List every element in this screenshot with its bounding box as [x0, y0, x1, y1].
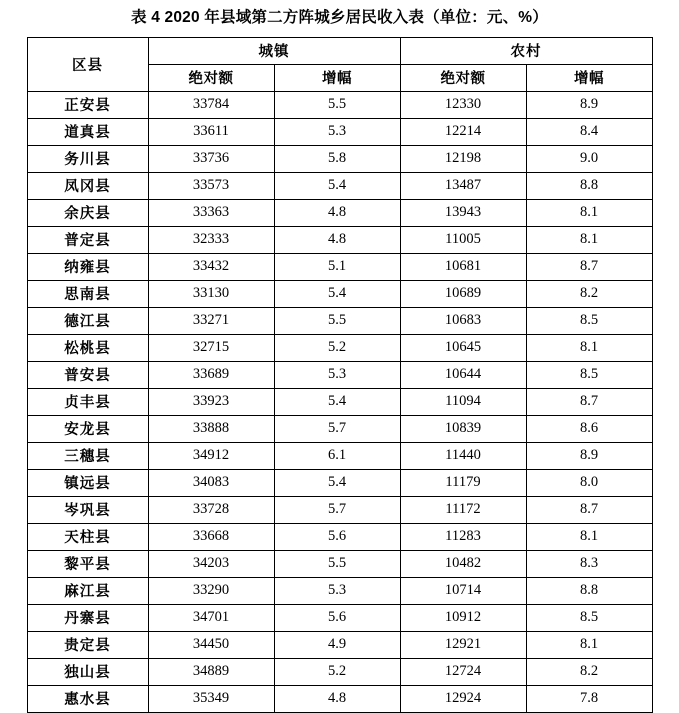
table-row: [27, 388, 652, 415]
cell-region: 贵定县: [27, 631, 148, 658]
column-header-region: 区县: [27, 37, 148, 91]
cell-rural-absolute: 10912: [400, 604, 526, 631]
income-table: [27, 37, 653, 713]
table-row: [27, 550, 652, 577]
cell-rural-absolute: 11005: [400, 226, 526, 253]
cell-urban-growth: 5.7: [274, 415, 400, 442]
cell-rural-absolute: 12921: [400, 631, 526, 658]
cell-urban-growth: 4.8: [274, 226, 400, 253]
cell-rural-absolute: 10681: [400, 253, 526, 280]
cell-rural-absolute: 10644: [400, 361, 526, 388]
cell-region: 松桃县: [27, 334, 148, 361]
cell-urban-absolute: 33573: [148, 172, 274, 199]
cell-rural-absolute: 11440: [400, 442, 526, 469]
cell-rural-growth: 8.6: [526, 415, 652, 442]
cell-urban-growth: 5.2: [274, 334, 400, 361]
cell-rural-growth: 8.1: [526, 631, 652, 658]
cell-rural-growth: 8.1: [526, 523, 652, 550]
cell-rural-growth: 7.8: [526, 685, 652, 712]
cell-urban-absolute: 33130: [148, 280, 274, 307]
column-group-rural: 农村: [400, 37, 652, 64]
cell-region: 黎平县: [27, 550, 148, 577]
cell-urban-absolute: 33736: [148, 145, 274, 172]
cell-region: 普安县: [27, 361, 148, 388]
cell-urban-absolute: 33728: [148, 496, 274, 523]
cell-rural-growth: 8.8: [526, 577, 652, 604]
table-row: [27, 361, 652, 388]
table-row: [27, 91, 652, 118]
cell-rural-absolute: 13943: [400, 199, 526, 226]
cell-urban-absolute: 33668: [148, 523, 274, 550]
cell-rural-growth: 8.7: [526, 388, 652, 415]
cell-region: 正安县: [27, 91, 148, 118]
cell-rural-growth: 8.4: [526, 118, 652, 145]
cell-urban-growth: 5.3: [274, 361, 400, 388]
table-row: [27, 253, 652, 280]
cell-urban-growth: 5.4: [274, 280, 400, 307]
table-row: [27, 226, 652, 253]
cell-rural-absolute: 12724: [400, 658, 526, 685]
cell-urban-absolute: 34450: [148, 631, 274, 658]
cell-region: 麻江县: [27, 577, 148, 604]
cell-rural-absolute: 11179: [400, 469, 526, 496]
cell-urban-absolute: 33363: [148, 199, 274, 226]
table-header-row-groups: [27, 37, 652, 64]
cell-urban-growth: 5.4: [274, 388, 400, 415]
cell-rural-absolute: 12198: [400, 145, 526, 172]
cell-rural-absolute: 10683: [400, 307, 526, 334]
cell-region: 惠水县: [27, 685, 148, 712]
cell-region: 德江县: [27, 307, 148, 334]
cell-rural-growth: 8.9: [526, 91, 652, 118]
cell-rural-absolute: 12924: [400, 685, 526, 712]
cell-urban-absolute: 33432: [148, 253, 274, 280]
cell-rural-growth: 8.3: [526, 550, 652, 577]
cell-urban-absolute: 34203: [148, 550, 274, 577]
page-title: 表 4 2020 年县域第二方阵城乡居民收入表（单位：元、%）: [130, 9, 548, 26]
cell-rural-growth: 8.7: [526, 496, 652, 523]
cell-rural-absolute: 10689: [400, 280, 526, 307]
cell-urban-absolute: 33784: [148, 91, 274, 118]
table-row: [27, 604, 652, 631]
cell-rural-growth: 8.5: [526, 604, 652, 631]
cell-rural-growth: 8.2: [526, 280, 652, 307]
table-row: [27, 199, 652, 226]
table-row: [27, 523, 652, 550]
cell-region: 丹寨县: [27, 604, 148, 631]
cell-region: 三穗县: [27, 442, 148, 469]
cell-region: 普定县: [27, 226, 148, 253]
cell-urban-growth: 5.5: [274, 550, 400, 577]
table-row: [27, 172, 652, 199]
table-row: [27, 631, 652, 658]
cell-rural-growth: 8.7: [526, 253, 652, 280]
cell-urban-growth: 5.2: [274, 658, 400, 685]
cell-urban-growth: 4.9: [274, 631, 400, 658]
column-header-urban-absolute: 绝对额: [148, 64, 274, 91]
column-header-rural-growth: 增幅: [526, 64, 652, 91]
cell-urban-growth: 5.8: [274, 145, 400, 172]
cell-rural-growth: 8.1: [526, 199, 652, 226]
table-row: [27, 415, 652, 442]
cell-region: 纳雍县: [27, 253, 148, 280]
cell-urban-absolute: 33611: [148, 118, 274, 145]
table-header: [27, 37, 652, 91]
cell-region: 贞丰县: [27, 388, 148, 415]
cell-region: 余庆县: [27, 199, 148, 226]
table-row: [27, 442, 652, 469]
table-row: [27, 118, 652, 145]
cell-urban-growth: 5.3: [274, 577, 400, 604]
table-row: [27, 658, 652, 685]
cell-urban-growth: 5.6: [274, 523, 400, 550]
cell-rural-absolute: 13487: [400, 172, 526, 199]
cell-urban-growth: 5.5: [274, 307, 400, 334]
cell-region: 镇远县: [27, 469, 148, 496]
cell-urban-growth: 5.4: [274, 172, 400, 199]
table-row: [27, 577, 652, 604]
cell-region: 务川县: [27, 145, 148, 172]
table-row: [27, 334, 652, 361]
table-row: [27, 496, 652, 523]
cell-urban-absolute: 34083: [148, 469, 274, 496]
cell-urban-absolute: 33290: [148, 577, 274, 604]
cell-urban-absolute: 32715: [148, 334, 274, 361]
cell-rural-growth: 8.2: [526, 658, 652, 685]
cell-urban-growth: 5.6: [274, 604, 400, 631]
cell-region: 岑巩县: [27, 496, 148, 523]
cell-rural-absolute: 10839: [400, 415, 526, 442]
cell-urban-growth: 5.4: [274, 469, 400, 496]
cell-rural-absolute: 11094: [400, 388, 526, 415]
table-row: [27, 145, 652, 172]
cell-urban-absolute: 34912: [148, 442, 274, 469]
cell-urban-absolute: 34889: [148, 658, 274, 685]
cell-rural-growth: 8.1: [526, 226, 652, 253]
cell-rural-growth: 8.0: [526, 469, 652, 496]
cell-urban-absolute: 33923: [148, 388, 274, 415]
cell-rural-absolute: 11172: [400, 496, 526, 523]
table-row: [27, 469, 652, 496]
cell-rural-absolute: 11283: [400, 523, 526, 550]
cell-urban-absolute: 32333: [148, 226, 274, 253]
cell-urban-absolute: 35349: [148, 685, 274, 712]
column-header-rural-absolute: 绝对额: [400, 64, 526, 91]
cell-rural-growth: 8.1: [526, 334, 652, 361]
table-row: [27, 280, 652, 307]
cell-region: 独山县: [27, 658, 148, 685]
cell-urban-absolute: 33888: [148, 415, 274, 442]
table-row: [27, 307, 652, 334]
cell-rural-absolute: 10482: [400, 550, 526, 577]
cell-rural-growth: 8.9: [526, 442, 652, 469]
cell-urban-growth: 4.8: [274, 685, 400, 712]
table-row: [27, 685, 652, 712]
cell-region: 道真县: [27, 118, 148, 145]
cell-urban-absolute: 33689: [148, 361, 274, 388]
cell-urban-growth: 5.5: [274, 91, 400, 118]
cell-urban-growth: 5.7: [274, 496, 400, 523]
cell-region: 凤冈县: [27, 172, 148, 199]
column-group-urban: 城镇: [148, 37, 400, 64]
cell-urban-growth: 5.3: [274, 118, 400, 145]
cell-rural-growth: 8.8: [526, 172, 652, 199]
cell-rural-growth: 8.5: [526, 361, 652, 388]
cell-urban-growth: 4.8: [274, 199, 400, 226]
cell-rural-absolute: 10645: [400, 334, 526, 361]
cell-rural-growth: 9.0: [526, 145, 652, 172]
cell-rural-absolute: 12330: [400, 91, 526, 118]
cell-region: 安龙县: [27, 415, 148, 442]
cell-region: 天柱县: [27, 523, 148, 550]
cell-urban-growth: 5.1: [274, 253, 400, 280]
cell-rural-growth: 8.5: [526, 307, 652, 334]
cell-urban-absolute: 33271: [148, 307, 274, 334]
cell-urban-absolute: 34701: [148, 604, 274, 631]
cell-rural-absolute: 10714: [400, 577, 526, 604]
cell-rural-absolute: 12214: [400, 118, 526, 145]
cell-region: 思南县: [27, 280, 148, 307]
table-body: [27, 91, 652, 712]
cell-urban-growth: 6.1: [274, 442, 400, 469]
column-header-urban-growth: 增幅: [274, 64, 400, 91]
